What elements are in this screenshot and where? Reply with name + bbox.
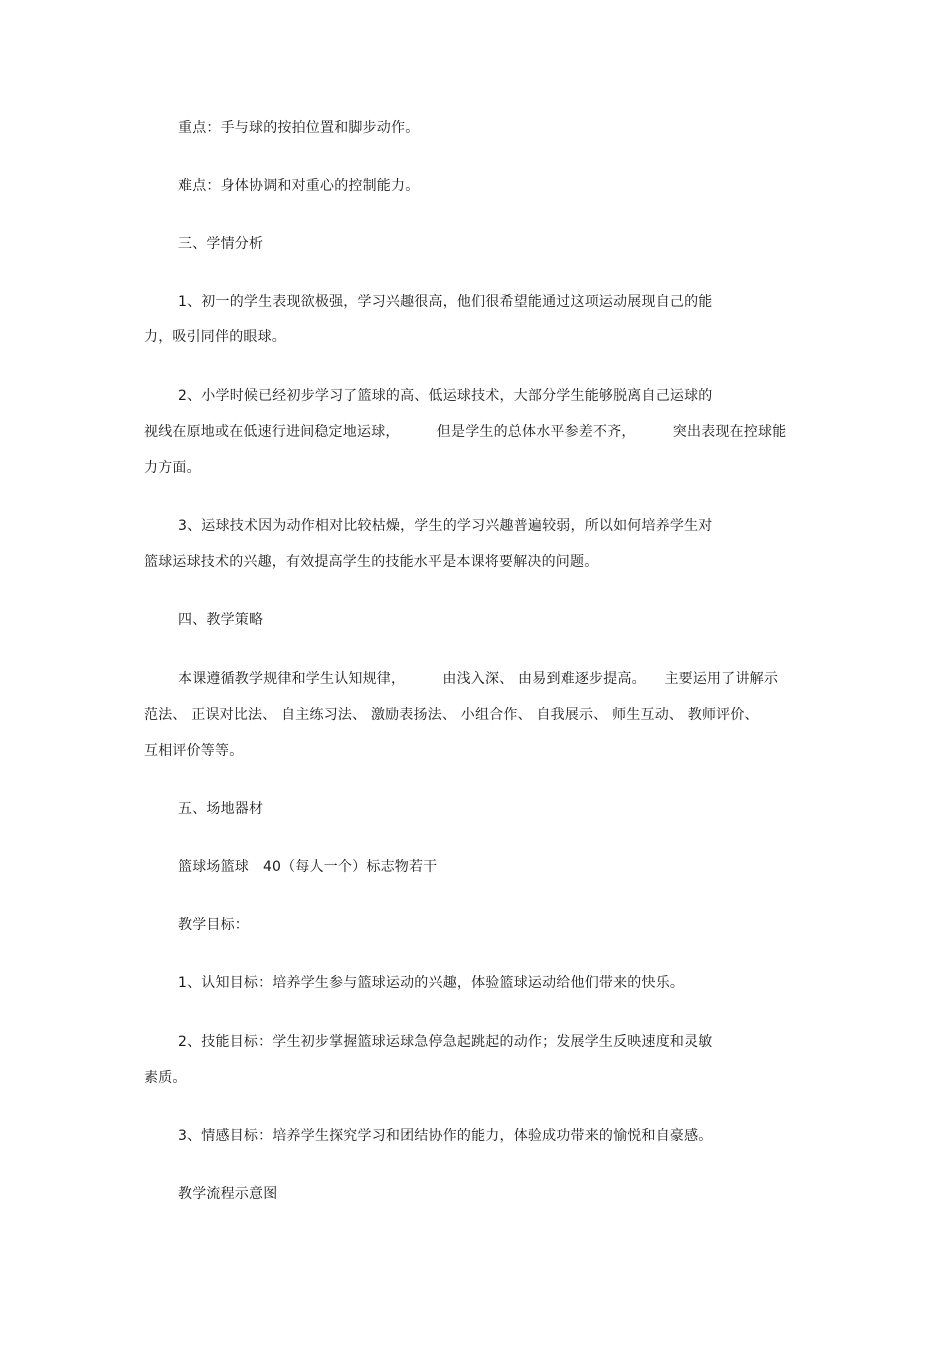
goal-line-skill: 2、技能目标：学生初步掌握篮球运球急停急起跳起的动作；发展学生反映速度和灵敏 <box>178 1034 713 1050</box>
difficulty-line: 难点：身体协调和对重心的控制能力。 <box>178 178 420 194</box>
section-heading-student-analysis: 三、学情分析 <box>178 236 264 252</box>
paragraph-line: 3、运球技术因为动作相对比较枯燥，学生的学习兴趣普遍较弱，所以如何培养学生对 <box>178 518 713 534</box>
equipment-line: 篮球场篮球 40（每人一个）标志物若干 <box>178 859 438 875</box>
section-heading-venue-equipment: 五、场地器材 <box>178 801 264 817</box>
key-point-line: 重点：手与球的按拍位置和脚步动作。 <box>178 120 420 136</box>
paragraph-line: 范法、 正误对比法、 自主练习法、 激励表扬法、 小组合作、 自我展示、 师生互动、 教师评价、 <box>144 707 759 723</box>
paragraph-line: 力方面。 <box>144 460 201 476</box>
paragraph-line: 1、初一的学生表现欲极强，学习兴趣很高，他们很希望能通过这项运动展现自己的能 <box>178 294 713 310</box>
goal-line-skill-cont: 素质。 <box>144 1070 187 1086</box>
paragraph-line: 力，吸引同伴的眼球。 <box>144 329 286 345</box>
teaching-goals-heading: 教学目标： <box>178 917 249 933</box>
goal-line-emotion: 3、情感目标：培养学生探究学习和团结协作的能力，体验成功带来的愉悦和自豪感。 <box>178 1128 713 1144</box>
paragraph-line: 2、小学时候已经初步学习了篮球的高、低运球技术，大部分学生能够脱离自己运球的 <box>178 388 713 404</box>
paragraph-line: 视线在原地或在低速行进间稳定地运球， 但是学生的总体水平参差不齐， 突出表现在控球能 <box>144 424 787 440</box>
goal-line-cognitive: 1、认知目标：培养学生参与篮球运动的兴趣，体验篮球运动给他们带来的快乐。 <box>178 975 685 991</box>
paragraph-line: 互相评价等等。 <box>144 743 244 759</box>
paragraph-line: 本课遵循教学规律和学生认知规律， 由浅入深、 由易到难逐步提高。 主要运用了讲解示 <box>178 671 779 687</box>
flow-diagram-heading: 教学流程示意图 <box>178 1186 278 1202</box>
section-heading-teaching-strategy: 四、教学策略 <box>178 612 264 628</box>
paragraph-line: 篮球运球技术的兴趣，有效提高学生的技能水平是本课将要解决的问题。 <box>144 554 599 570</box>
